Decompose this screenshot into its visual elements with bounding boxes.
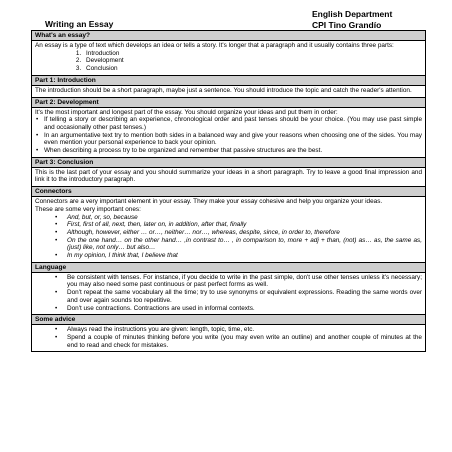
section-heading-advice: Some advice	[32, 314, 425, 324]
section-body-advice	[32, 324, 425, 351]
connectors-list	[35, 214, 422, 260]
list-item: • Be consistent with tenses. For instance, if you decide to write in the past simple, don't use other tenses unless it's necessary; you may also need some past continuous or past perfect forms as well.	[35, 274, 422, 289]
document-title: Writing an Essay	[45, 19, 114, 29]
section-heading-part2: Part 2: Development	[32, 97, 425, 107]
intro-text: An essay is a type of text which develops an idea or tells a story. It's longer that a paragraph and it usually contains three parts:	[35, 42, 394, 49]
list-item: • Don't repeat the same vocabulary all the time; try to use synonyms or equivalent expressions. Reading the same words over and over again sounds too repetitive.	[35, 289, 422, 304]
part2-text: It's the most important and longest part of the essay. You should organize your ideas and put them in order:	[35, 108, 338, 116]
connectors-subtext: These are some very important ones:	[35, 205, 141, 213]
language-list	[35, 274, 422, 313]
section-body-intro	[32, 40, 425, 75]
section-heading-part1: Part 1: Introduction	[32, 75, 425, 85]
list-item: • First, first of all, next, then, later on, in addition, after that, finally	[35, 221, 422, 229]
section-heading-language: Language	[32, 262, 425, 272]
list-item: • And, but, or, so, because	[35, 214, 422, 222]
essay-guide-table	[31, 30, 426, 352]
section-heading-part3: Part 3: Conclusion	[32, 157, 425, 167]
list-item: • Spend a couple of minutes thinking before you write (you may even write an outline) and another couple of minutes at the end to read and check for mistakes.	[35, 334, 422, 349]
list-item: • In my opinion, I think that, I believe that	[35, 252, 422, 260]
development-tips-list	[35, 116, 422, 155]
department-name: English Department	[312, 9, 393, 19]
section-body-language	[32, 272, 425, 315]
essay-parts-list	[35, 50, 422, 73]
list-item: • If telling a story or describing an experience, chronological order and past tenses should be your choice. (You may use past simple and occasionally other past tenses.)	[35, 116, 422, 131]
list-item: • In an argumentative text try to mention both sides in a balanced way and give your reasons when choosing one of the sides. You may even mention your personal experience to back your opinion.	[35, 132, 422, 147]
list-item: • On the one hand… on the other hand… ,in contrast to… , in comparison to, more + adj + than, (not) as… as, the same as, (just) like, not only… but also…	[35, 237, 422, 252]
list-item: 3. Conclusion	[83, 65, 422, 73]
header-right	[312, 9, 392, 30]
list-item: • Always read the instructions you are given: length, topic, time, etc.	[35, 326, 422, 334]
list-item: • Although, however, either … or…, neither… nor…, whereas, despite, since, in order to, therefore	[35, 229, 422, 237]
part1-text: The introduction should be a short paragraph, maybe just a sentence. You should introduce the topic and catch the reader's attention.	[35, 86, 412, 94]
list-item: • Don't use contractions. Contractions are used in informal contexts.	[35, 305, 422, 313]
connectors-text: Connectors are a very important element in your essay. They make your essay cohesive and help you organize your ideas.	[35, 198, 383, 206]
part3-text: This is the last part of your essay and you should summarize your ideas in a short paragraph. Try to leave a good final impression and link it to the introductory paragraph.	[35, 168, 422, 184]
list-item: 1. Introduction	[83, 50, 422, 58]
section-body-connectors	[32, 196, 425, 262]
list-item: 2. Development	[83, 57, 422, 65]
school-name: CPI Tino Grandío	[312, 19, 382, 30]
advice-list	[35, 326, 422, 349]
section-heading-connectors: Connectors	[32, 186, 425, 196]
section-body-part3	[32, 167, 425, 186]
section-body-part2	[32, 107, 425, 157]
section-body-part1	[32, 85, 425, 97]
list-item: • When describing a process try to be organized and remember that passive structures are the best.	[35, 147, 422, 155]
section-heading-intro: What's an essay?	[32, 31, 425, 40]
